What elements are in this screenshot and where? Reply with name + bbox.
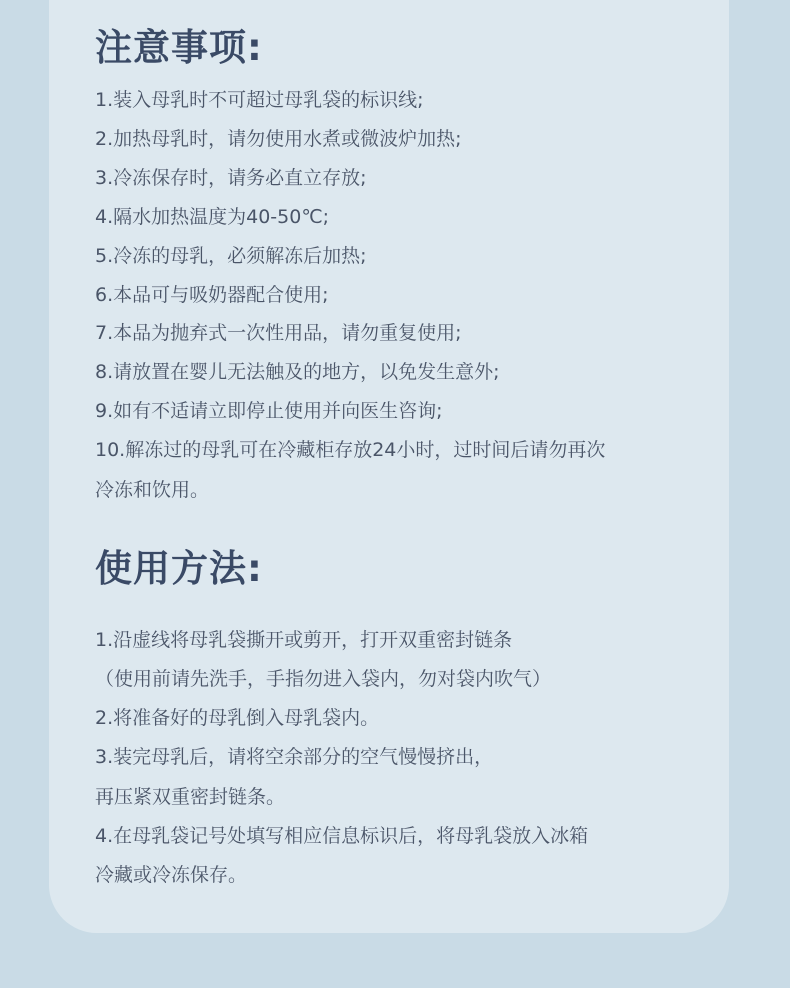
notes-item-4: 4.隔水加热温度为40-50℃;	[95, 206, 330, 228]
usage-item-1: 1.沿虚线将母乳袋撕开或剪开，打开双重密封链条	[95, 629, 513, 651]
usage-item-2: 2.将准备好的母乳倒入母乳袋内。	[95, 707, 380, 729]
notes-item-9: 9.如有不适请立即停止使用并向医生咨询;	[95, 400, 443, 422]
notes-item-2: 2.加热母乳时，请勿使用水煮或微波炉加热;	[95, 128, 462, 150]
notes-item-10-cont: 冷冻和饮用。	[95, 479, 210, 501]
notes-item-1: 1.装入母乳时不可超过母乳袋的标识线;	[95, 89, 424, 111]
usage-item-3: 3.装完母乳后，请将空余部分的空气慢慢挤出，	[95, 746, 494, 768]
usage-item-4-cont: 冷藏或冷冻保存。	[95, 864, 248, 886]
notes-item-5: 5.冷冻的母乳，必须解冻后加热;	[95, 245, 367, 267]
notes-item-6: 6.本品可与吸奶器配合使用;	[95, 284, 329, 306]
notes-title: 注意事项:	[95, 26, 263, 69]
usage-title: 使用方法:	[95, 547, 263, 590]
usage-item-1-note: （使用前请先洗手，手指勿进入袋内，勿对袋内吹气）	[95, 668, 552, 690]
notes-item-7: 7.本品为抛弃式一次性用品，请勿重复使用;	[95, 322, 462, 344]
notes-item-3: 3.冷冻保存时，请务必直立存放;	[95, 167, 367, 189]
usage-item-4: 4.在母乳袋记号处填写相应信息标识后，将母乳袋放入冰箱	[95, 825, 589, 847]
notes-item-10: 10.解冻过的母乳可在冷藏柜存放24小时，过时间后请勿再次	[95, 439, 606, 461]
notes-item-8: 8.请放置在婴儿无法触及的地方，以免发生意外;	[95, 361, 500, 383]
usage-item-3-cont: 再压紧双重密封链条。	[95, 786, 286, 808]
